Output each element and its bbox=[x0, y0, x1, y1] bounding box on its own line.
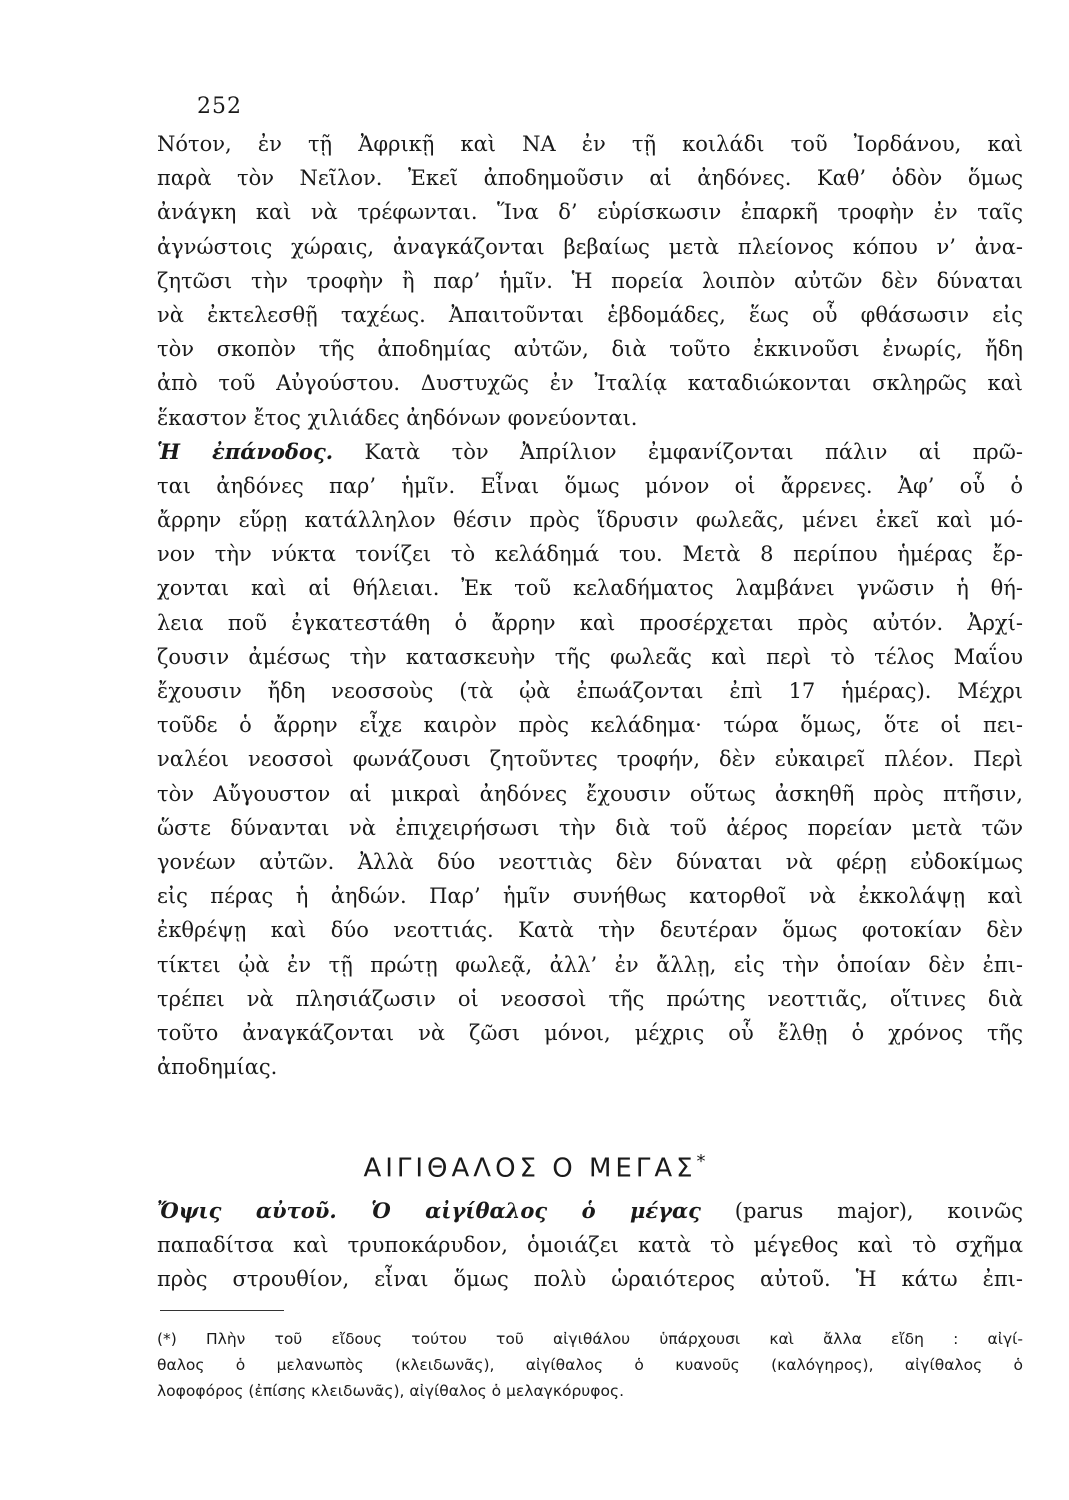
footnote-divider bbox=[160, 1310, 284, 1311]
text-line: ὥστε δύνανται νὰ ἐπιχειρήσωσι τὴν διὰ τοῦ ἀέρος πορείαν μετὰ τῶν bbox=[157, 815, 1023, 840]
opsis-first-line-text: (parus major), κοινῶς bbox=[700, 1199, 1024, 1223]
section-heading bbox=[0, 1142, 1069, 1189]
text-line: λεια ποῦ ἐγκατεστάθη ὁ ἄρρην καὶ προσέρχεται πρὸς αὐτόν. Ἀρχί- bbox=[157, 610, 1023, 635]
page-number: 252 bbox=[197, 94, 242, 119]
epanodos-heading: Ἡ ἐπάνοδος. bbox=[157, 438, 334, 464]
section-text bbox=[157, 1194, 1023, 1297]
text-line: ἕκαστον ἔτος χιλιάδες ἀηδόνων φονεύονται. bbox=[157, 405, 638, 430]
text-line: ναλέοι νεοσσοὶ φωνάζουσι ζητοῦντες τροφήν, δὲν εὐκαιρεῖ πλέον. Περὶ bbox=[157, 747, 1023, 772]
text-line: ἔχουσιν ἤδη νεοσσοὺς (τὰ ᾠὰ ἐπωάζονται ἐπὶ 17 ἡμέρας). Μέχρι bbox=[157, 679, 1023, 703]
text-line: ἀγνώστοις χώραις, ἀναγκάζονται βεβαίως μετὰ πλείονος κόπου ν’ ἀνα- bbox=[157, 234, 1023, 259]
text-line: ἀποδημίας. bbox=[157, 1055, 278, 1080]
text-line: τὸν Αὔγουστον αἱ μικραὶ ἀηδόνες ἔχουσιν οὕτως ἀσκηθῆ πρὸς πτῆσιν, bbox=[157, 781, 1023, 806]
text-line: ζουσιν ἀμέσως τὴν κατασκευὴν τῆς φωλεᾶς καὶ περὶ τὸ τέλος Μαΐου bbox=[157, 644, 1023, 669]
text-line: ζητῶσι τὴν τροφὴν ἢ παρ’ ἡμῖν. Ἡ πορεία λοιπὸν αὐτῶν δὲν δύναται bbox=[157, 268, 1023, 293]
text-line: τρέπει νὰ πλησιάζωσιν οἱ νεοσσοὶ τῆς πρώτης νεοττιᾶς, οἵτινες διὰ bbox=[157, 986, 1023, 1011]
opsis-first-line bbox=[157, 1194, 1023, 1228]
text-line: νον τὴν νύκτα τονίζει τὸ κελάδημά του. Μετὰ 8 περίπου ἡμέρας ἔρ- bbox=[157, 542, 1023, 567]
text-line: ἐκθρέψῃ καὶ δύο νεοττιάς. Κατὰ τὴν δευτέραν ὅμως φοτοκίαν δὲν bbox=[157, 918, 1023, 943]
footnotes bbox=[157, 1326, 1023, 1404]
text-line: χονται καὶ αἱ θήλειαι. Ἐκ τοῦ κελαδήματος λαμβάνει γνῶσιν ἡ θή- bbox=[157, 576, 1023, 601]
species-name: Ὁ αἰγίθαλος ὁ μέγας bbox=[336, 1198, 701, 1223]
text-line: τοῦδε ὁ ἄρρην εἶχε καιρὸν πρὸς κελάδημα· τώρα ὅμως, ὅτε οἱ πει- bbox=[157, 713, 1023, 738]
opsis-heading: Ὄψις αὐτοῦ. bbox=[157, 1198, 337, 1223]
text-line: τὸν σκοπὸν τῆς ἀποδημίας αὐτῶν, διὰ τοῦτο ἐκκινοῦσι ἐνωρίς, ἤδη bbox=[157, 337, 1023, 362]
text-line: ἀπὸ τοῦ Αὐγούστου. Δυστυχῶς ἐν Ἰταλίᾳ καταδιώκονται σκληρῶς καὶ bbox=[157, 371, 1023, 396]
epanodos-first-line bbox=[157, 435, 1023, 469]
epanodos-first-line-text: Κατὰ τὸν Ἀπρίλιον ἐμφανίζονται πάλιν αἱ πρῶ- bbox=[333, 439, 1024, 464]
text-line: Νότον, ἐν τῇ Ἀφρικῇ καὶ ΝΑ ἐν τῇ κοιλάδι τοῦ Ἰορδάνου, καὶ bbox=[157, 132, 1023, 156]
text-line: ἄρρην εὕρῃ κατάλληλον θέσιν πρὸς ἵδρυσιν φωλεᾶς, μένει ἐκεῖ καὶ μό- bbox=[157, 508, 1023, 533]
text-line: ται ἀηδόνες παρ’ ἡμῖν. Εἶναι ὅμως μόνον οἱ ἄρρενες. Ἀφ’ οὗ ὁ bbox=[157, 473, 1023, 498]
text-line: παρὰ τὸν Νεῖλον. Ἐκεῖ ἀποδημοῦσιν αἱ ἀηδόνες. Καθ’ ὁδὸν ὅμως bbox=[157, 166, 1023, 191]
footnote-line: λοφοφόρος (ἐπίσης κλειδωνᾶς), αἰγίθαλος ὁ μελαγκόρυφος. bbox=[157, 1382, 624, 1400]
main-text bbox=[157, 127, 1023, 1084]
section-title: ΑΙΓΙΘΑΛΟΣ Ο ΜΕΓΑΣ bbox=[363, 1153, 697, 1184]
text-line: ἀνάγκη καὶ νὰ τρέφωνται. Ἵνα δ’ εὑρίσκωσιν ἐπαρκῆ τροφὴν ἐν ταῖς bbox=[157, 200, 1023, 225]
text-line: παπαδίτσα καὶ τρυποκάρυδον, ὁμοιάζει κατὰ τὸ μέγεθος καὶ τὸ σχῆμα bbox=[157, 1233, 1023, 1258]
text-line: τοῦτο ἀναγκάζονται νὰ ζῶσι μόνοι, μέχρις οὗ ἔλθῃ ὁ χρόνος τῆς bbox=[157, 1020, 1023, 1045]
text-line: πρὸς στρουθίον, εἶναι ὅμως πολὺ ὡραιότερος αὐτοῦ. Ἡ κάτω ἐπι- bbox=[157, 1267, 1023, 1292]
footnote-marker: * bbox=[696, 1151, 706, 1172]
text-line: νὰ ἐκτελεσθῇ ταχέως. Ἀπαιτοῦνται ἑβδομάδες, ἕως οὗ φθάσωσιν εἰς bbox=[157, 302, 1023, 327]
text-line: εἰς πέρας ἡ ἀηδών. Παρ’ ἡμῖν συνήθως κατορθοῖ νὰ ἐκκολάψῃ καὶ bbox=[157, 884, 1023, 909]
footnote-line: θαλος ὁ μελανωπὸς (κλειδωνᾶς), αἰγίθαλος ὁ κυανοῦς (καλόγηρος), αἰγίθαλος ὁ bbox=[157, 1356, 1023, 1374]
footnote-line: (*) Πλὴν τοῦ εἴδους τούτου τοῦ αἰγιθάλου ὑπάρχουσι καὶ ἄλλα εἴδη : αἰγί- bbox=[157, 1330, 1023, 1348]
text-line: τίκτει ᾠὰ ἐν τῇ πρώτῃ φωλεᾷ, ἀλλ’ ἐν ἄλλῃ, εἰς τὴν ὁποίαν δὲν ἐπι- bbox=[157, 952, 1023, 977]
text-line: γονέων αὐτῶν. Ἀλλὰ δύο νεοττιὰς δὲν δύναται νὰ φέρῃ εὐδοκίμως bbox=[157, 849, 1023, 874]
